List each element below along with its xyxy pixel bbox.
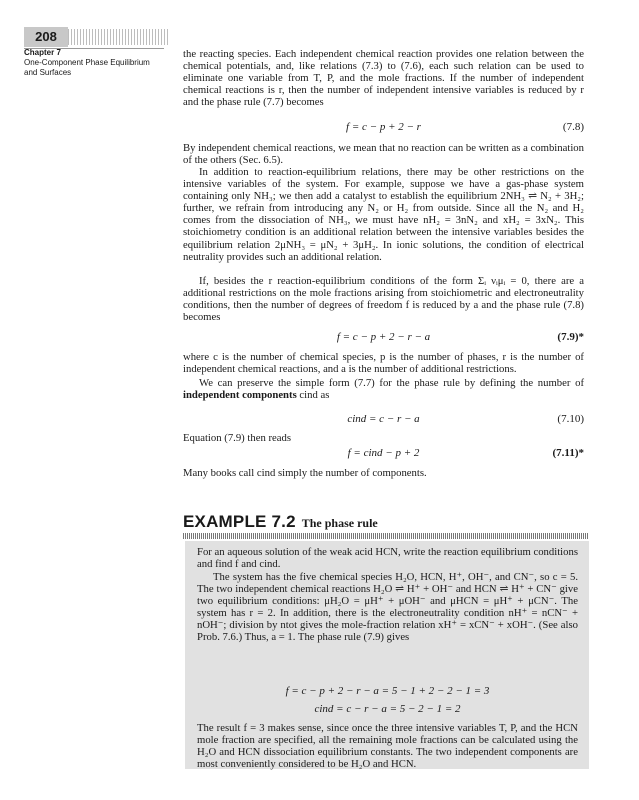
page-number: 208 — [35, 29, 57, 44]
example-rule — [183, 533, 588, 539]
example-label: EXAMPLE 7.2 — [183, 512, 296, 531]
equation-number: (7.10) — [557, 413, 584, 425]
example-question: For an aqueous solution of the weak acid HCN, write the reaction equilibrium conditions and find f and cind. — [197, 546, 578, 571]
paragraph-3: In addition to reaction-equilibrium relations, there may be other restrictions on the intensive variables of the system. For example, suppose we have a gas-phase system containing only NH₃; we then add a catalyst to establish the equilibrium 2NH₃ ⇌ N₂ + 3H₂; further, we refrain from introducing any N₂ or H₂ from outside. Since all the N₂ and H₂ comes from the dissociation of NH₃, we must have nH₂ = 3nN₂ and xH₂ = 3xN₂. This stoichiometry condition is an additional relation between the intensive variables besides the equilibrium relation 2μNH₃ = μN₂ + 3μH₂. In ionic solutions, the condition of electrical neutrality provides such an additional relation. — [183, 166, 584, 263]
equation-7-11 — [183, 447, 584, 461]
example-solution-1: The system has the five chemical species H₂O, HCN, H⁺, OH⁻, and CN⁻, so c = 5. The two independent chemical reactions H₂O ⇌ H⁺ + OH⁻ and HCN ⇌ H⁺ + CN⁻ give two equilibrium conditions: μH₂O = μH⁺ + μOH⁻ and μHCN = μH⁺ + μCN⁻. The system has r = 2. In addition, there is the electroneutrality condition nH⁺ = nCN⁻ + nOH⁻; division by ntot gives the mole-fraction relation xH⁺ = xCN⁻ + xOH⁻. (See also Prob. 7.6.) Thus, a = 1. The phase rule (7.9) gives — [197, 571, 578, 644]
paragraph-2: By independent chemical reactions, we mean that no reaction can be written as a combination of the others (Sec. 6.5). — [183, 142, 584, 167]
chapter-title: One-Component Phase Equilibrium and Surfaces — [24, 58, 150, 77]
equation-number: (7.11)* — [552, 447, 584, 459]
page-number-box — [24, 27, 68, 47]
equation-text: f = cind − p + 2 — [347, 447, 420, 459]
example-title: The phase rule — [301, 516, 378, 530]
equation-7-9 — [183, 331, 584, 345]
term-independent-components: independent components — [183, 389, 297, 402]
equation-7-10 — [183, 413, 584, 427]
equation-text: cind = c − r − a — [347, 413, 420, 425]
example-heading — [183, 512, 378, 532]
paragraph-4: If, besides the r reaction-equilibrium conditions of the form Σᵢ νᵢμᵢ = 0, there are a additional restrictions on the mole fractions arising from stoichiometric and electroneutrality conditions, then the number of degrees of freedom f is reduced by a and the phase rule (7.8) becomes — [183, 275, 584, 324]
equation-text: f = c − p + 2 − r − a — [336, 331, 431, 343]
paragraph-7: Equation (7.9) then reads — [183, 432, 292, 444]
paragraph-1: the reacting species. Each independent chemical reaction provides one relation between the chemical potentials, and, like relations (7.3) to (7.6), each such relation can be used to eliminate one variable from T, P, and the mole fractions. If the number of independent chemical reactions is r, then the number of independent intensive variables is reduced by r and the phase rule (7.7) becomes — [183, 48, 584, 109]
paragraph-6-tail: cind as — [296, 389, 330, 402]
paragraph-6 — [183, 377, 584, 401]
equation-7-8 — [183, 121, 584, 135]
margin-chapter-info — [24, 48, 164, 78]
example-solution-2: The result f = 3 makes sense, since once the three intensive variables T, P, and the HCN mole fraction are specified, all the remaining mole fractions can be calculated using the H₂O and HCN dissociation equilibrium constants. The two independent components are most conveniently considered to be H₂O and HCN. — [197, 722, 578, 771]
paragraph-6-text: We can preserve the simple form (7.7) for the phase rule by defining the number of — [199, 377, 584, 389]
equation-number: (7.9)* — [557, 331, 584, 343]
example-equation-cind: cind = c − r − a = 5 − 2 − 1 = 2 — [314, 703, 461, 715]
paragraph-5: where c is the number of chemical species, p is the number of phases, r is the number of independent chemical reactions, and a is the number of additional restrictions. — [183, 351, 584, 376]
equation-number: (7.8) — [562, 121, 584, 133]
header-decoration — [68, 29, 168, 45]
paragraph-8: Many books call cind simply the number of components. — [183, 467, 427, 479]
equation-text: f = c − p + 2 − r — [346, 121, 421, 133]
chapter-number: Chapter 7 — [24, 48, 61, 57]
example-equation-f: f = c − p + 2 − r − a = 5 − 1 + 2 − 2 − 1 = 3 — [285, 685, 490, 697]
